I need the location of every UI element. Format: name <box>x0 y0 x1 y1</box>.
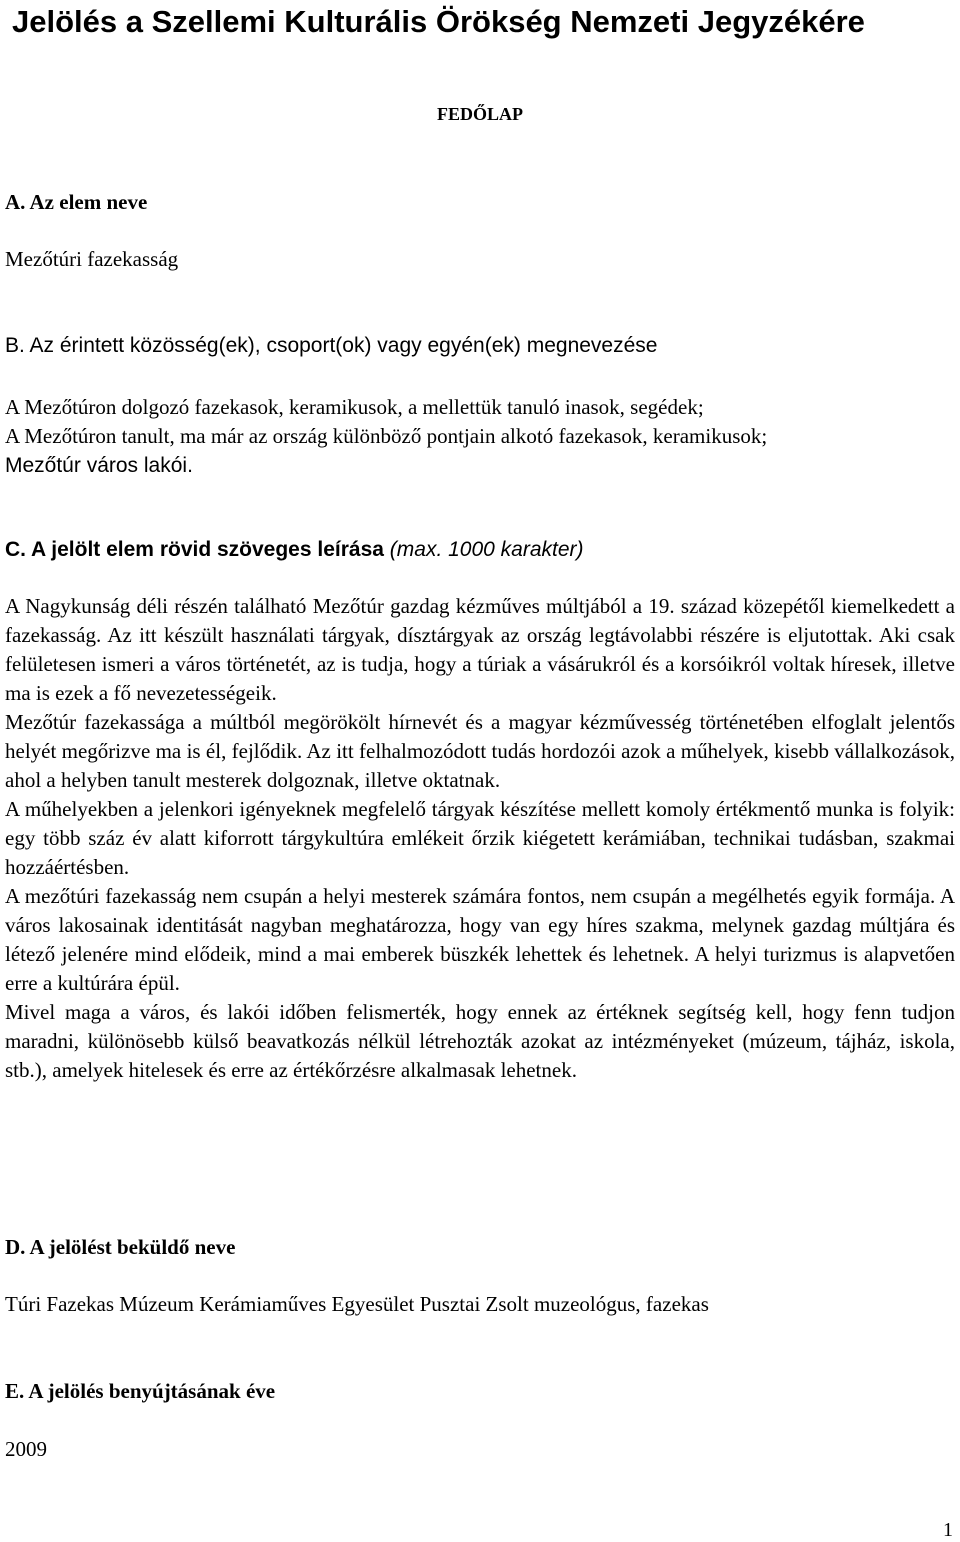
section-e-heading: E. A jelölés benyújtásának éve <box>5 1379 276 1403</box>
description-paragraph: A mezőtúri fazekasság nem csupán a helyi mesterek számára fontos, nem csupán a megélhetés egyik formája. A város lakosainak identitását nagyban meghatározza, hogy van egy híres szakma, melynek gazdag múltjára és létező jelenére mind elődeik, mind a mai emberek büszkék lehettek és lehetnek. A helyi turizmus is alapvetően erre a kultúrára épül. <box>5 884 955 995</box>
community-list <box>5 393 955 480</box>
submission-year: 2009 <box>5 1437 47 1461</box>
community-line: A Mezőtúron tanult, ma már az ország különböző pontjain alkotó fazekasok, keramikusok; <box>5 424 768 448</box>
section-d-heading: D. A jelölést beküldő neve <box>5 1235 236 1259</box>
section-c-heading-text: C. A jelölt elem rövid szöveges leírása <box>5 538 384 561</box>
description-paragraph: Mivel maga a város, és lakói időben felismerték, hogy ennek az értéknek segítség kell, hogy fenn tudjon maradni, különösebb külső beavatkozás nélkül létrehozták azokat az intézményeket (múzeum, tájház, iskola, stb.), amelyek hitelesek és erre az értékőrzésre alkalmasak lehetnek. <box>5 1000 955 1082</box>
description-paragraph: A műhelyekben a jelenkori igényeknek megfelelő tárgyak készítése mellett komoly értékmentő munka is folyik: egy több száz év alatt kiforrott tárgykultúra emlékeit őrzik kiégetett kerámiában, technikai tudásban, szakmai hozzáértésben. <box>5 797 955 879</box>
section-c-heading-note: (max. 1000 karakter) <box>383 538 584 561</box>
section-c-heading <box>5 536 584 564</box>
section-a-heading: A. Az elem neve <box>5 190 148 214</box>
description-paragraph: A Nagykunság déli részén található Mezőtúr gazdag kézműves múltjából a 19. század közepétől kiemelkedett a fazekasság. Az itt készült használati tárgyak, dísztárgyak az ország legtávolabbi részére is eljutottak. Aki csak felületesen ismeri a város történetét, az is tudja, hogy a túriak a vásárukról és a korsóikról voltak híresek, illetve ma is ezek a fő nevezetességeik. <box>5 594 955 705</box>
element-name: Mezőtúri fazekasság <box>5 247 179 271</box>
document-title: Jelölés a Szellemi Kulturális Örökség Nemzeti Jegyzékére <box>12 4 865 39</box>
description-paragraph: Mezőtúr fazekassága a múltból megörökölt hírnevét és a magyar kézművesség történetében elfoglalt jelentős helyét megőrizve ma is él, fejlődik. Az itt felhalmozódott tudás hordozói azok a műhelyek, kisebb vállalkozások, ahol a helyben tanult mesterek dolgoznak, illetve oktatnak. <box>5 710 955 792</box>
element-description <box>5 592 955 1085</box>
cover-page-label: FEDŐLAP <box>436 104 523 124</box>
community-line: Mezőtúr város lakói. <box>5 454 193 477</box>
page-number: 1 <box>943 1519 953 1541</box>
section-b-heading: B. Az érintett közösség(ek), csoport(ok) vagy egyén(ek) megnevezése <box>5 334 658 357</box>
community-line: A Mezőtúron dolgozó fazekasok, keramikusok, a mellettük tanuló inasok, segédek; <box>5 395 704 419</box>
submitter-name: Túri Fazekas Múzeum Kerámiaműves Egyesület Pusztai Zsolt muzeológus, fazekas <box>5 1292 709 1316</box>
